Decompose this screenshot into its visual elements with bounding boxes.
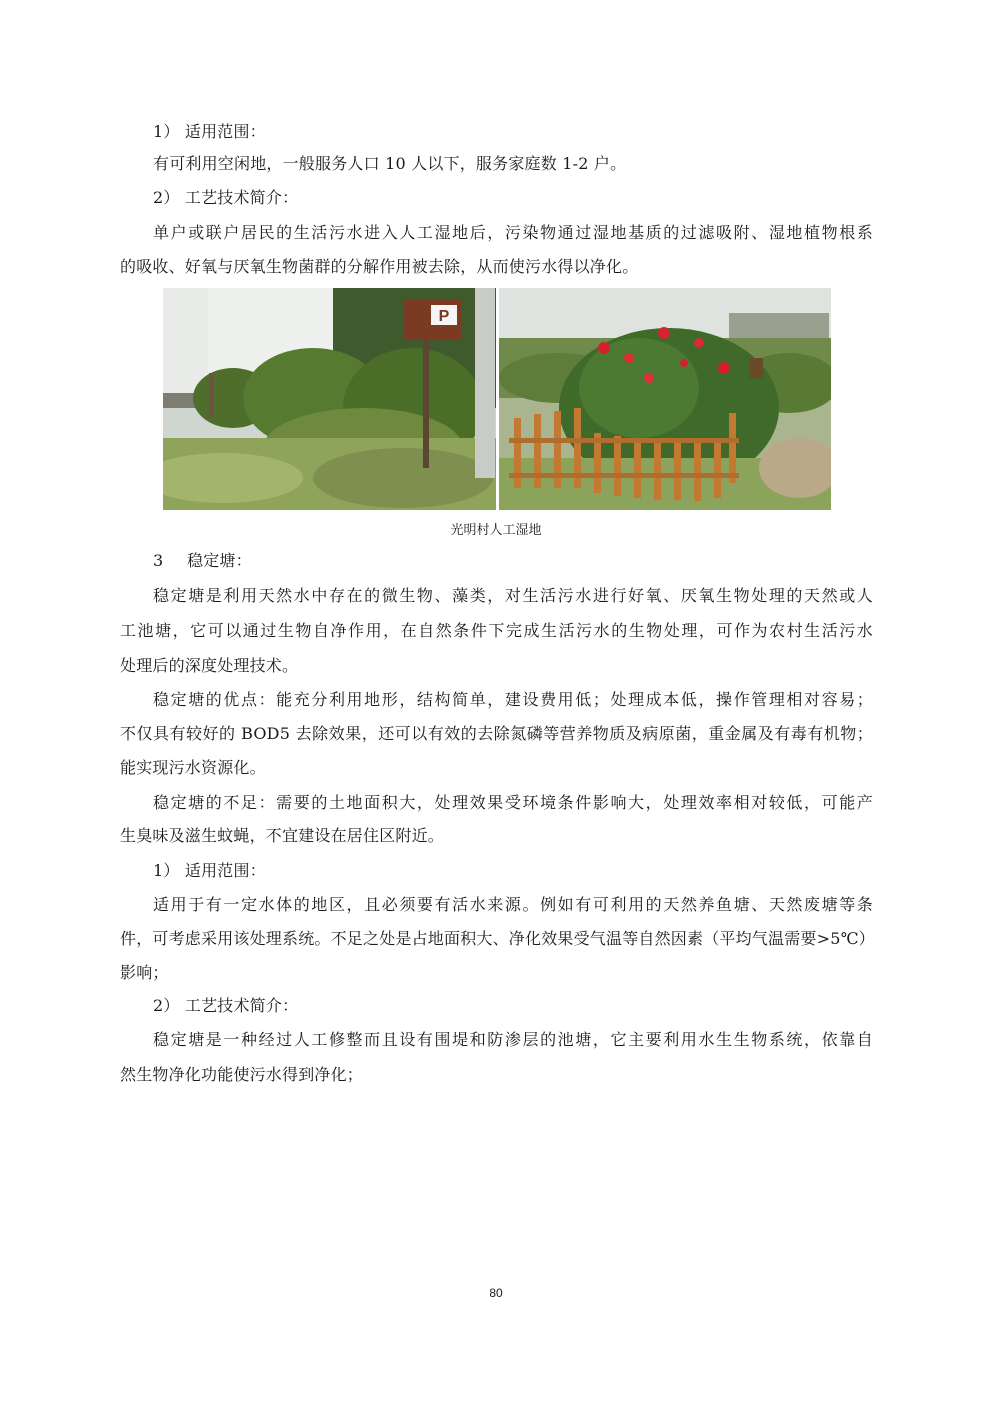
process-heading-1: 2） 工艺技术简介： (153, 188, 299, 207)
scope-heading-1: 1） 适用范围： (153, 122, 266, 141)
wetland-photo-pair (163, 288, 831, 510)
wetland-photo-left (163, 288, 496, 510)
disadvantages-line-2: 生臭味及滋生蚊蝇，不宜建设在居住区附近。 (120, 826, 445, 845)
wetland-photo-right (499, 288, 831, 510)
process-heading-2: 2） 工艺技术简介： (153, 996, 299, 1015)
advantages-line-1: 稳定塘的优点：能充分利用地形，结构简单，建设费用低；处理成本低，操作管理相对容易； (153, 690, 873, 709)
section-heading-number: 3 (153, 551, 164, 570)
page-number: 80 (489, 1286, 503, 1300)
disadvantages-line-1: 稳定塘的不足：需要的土地面积大，处理效果受环境条件影响大，处理效率相对较低，可能产 (153, 793, 873, 812)
section-heading-title: 稳定塘： (187, 551, 252, 570)
intro-line-2: 工池塘，它可以通过生物自净作用，在自然条件下完成生活污水的生物处理，可作为农村生活污水 (120, 621, 873, 640)
advantages-line-3: 能实现污水资源化。 (120, 758, 266, 777)
scope-heading-2: 1） 适用范围： (153, 861, 266, 880)
intro-line-1: 稳定塘是利用天然水中存在的微生物、藻类，对生活污水进行好氧、厌氧生物处理的天然或人 (153, 586, 873, 605)
process-text-2-line2: 然生物净化功能使污水得到净化； (120, 1065, 364, 1084)
process-text-1-line2: 的吸收、好氧与厌氧生物菌群的分解作用被去除，从而使污水得以净化。 (120, 257, 639, 276)
process-text-1-line1: 单户或联户居民的生活污水进入人工湿地后，污染物通过湿地基质的过滤吸附、湿地植物根系 (153, 223, 873, 242)
svg-text:P: P (438, 308, 450, 325)
process-text-2-line1: 稳定塘是一种经过人工修整而且设有围堤和防渗层的池塘，它主要利用水生生物系统，依靠自 (153, 1030, 873, 1049)
scope-text-2-line2: 件，可考虑采用该处理系统。不足之处是占地面积大、净化效果受气温等自然因素（平均气温需要>5℃） (120, 929, 875, 948)
scope-text-2-line3: 影响； (120, 963, 169, 982)
figure-caption: 光明村人工湿地 (450, 523, 542, 538)
scope-text-1: 有可利用空闲地，一般服务人口 10 人以下，服务家庭数 1-2 户。 (153, 154, 627, 173)
intro-line-3: 处理后的深度处理技术。 (120, 656, 299, 675)
scope-text-2-line1: 适用于有一定水体的地区，且必须要有活水来源。例如有可利用的天然养鱼塘、天然废塘等条 (153, 895, 873, 914)
advantages-line-2: 不仅具有较好的 BOD5 去除效果，还可以有效的去除氮磷等营养物质及病原菌，重金属及有毒有机物； (120, 724, 873, 743)
